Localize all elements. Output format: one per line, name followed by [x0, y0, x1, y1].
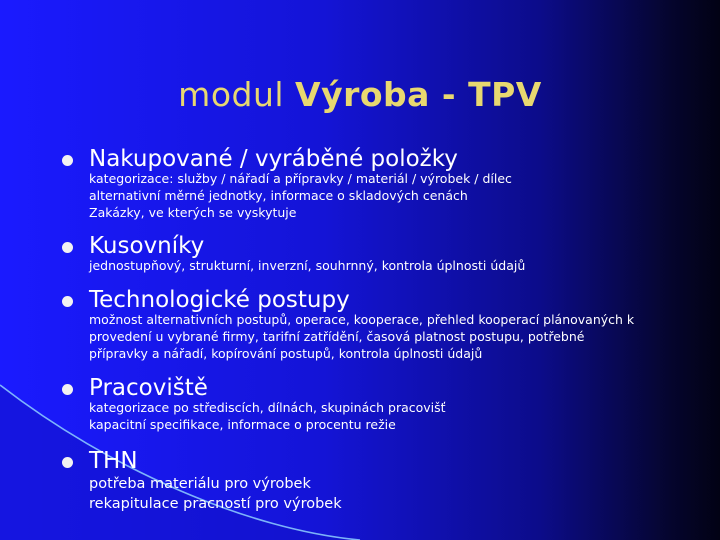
detail-line: možnost alternativních postupů, operace, kooperace, přehled kooperací plánovaných k — [89, 312, 635, 327]
detail-line: kategorizace: služby / nářadí a přípravky / materiál / výrobek / dílec — [89, 171, 512, 186]
bullet-details — [89, 311, 634, 362]
detail-line: kategorizace po střediscích, dílnách, skupinách pracovišť — [89, 400, 446, 415]
bullet-icon — [62, 296, 73, 307]
bullet-heading: Pracoviště — [89, 375, 208, 401]
bullet-heading: Nakupované / vyráběné položky — [89, 146, 458, 172]
bullet-details — [89, 257, 525, 274]
bullet-details — [89, 170, 512, 221]
detail-line: alternativní měrné jednotky, informace o skladových cenách — [89, 188, 468, 203]
bullet-heading: Technologické postupy — [89, 287, 350, 313]
slide-title-part1: modul — [178, 75, 296, 114]
bullet-icon — [62, 457, 73, 468]
bullet-icon — [62, 155, 73, 166]
detail-line: Zakázky, ve kterých se vyskytuje — [89, 205, 297, 220]
detail-line: jednostupňový, strukturní, inverzní, souhrnný, kontrola úplnosti údajů — [89, 258, 526, 273]
detail-line: přípravky a nářadí, kopírování postupů, kontrola úplnosti údajů — [89, 346, 483, 361]
detail-line: provedení u vybrané firmy, tarifní zatřídění, časová platnost postupu, potřebné — [89, 329, 585, 344]
bullet-details — [89, 474, 342, 514]
detail-line: potřeba materiálu pro výrobek — [89, 476, 311, 492]
bullet-heading: Kusovníky — [89, 233, 205, 259]
bullet-icon — [62, 384, 73, 395]
slide-title-part2: Výroba - TPV — [295, 75, 542, 114]
slide-title — [0, 72, 720, 118]
detail-line: rekapitulace pracností pro výrobek — [89, 496, 342, 512]
bullet-heading: THN — [89, 448, 138, 474]
bullet-details — [89, 399, 446, 433]
bullet-icon — [62, 242, 73, 253]
detail-line: kapacitní specifikace, informace o procentu režie — [89, 417, 396, 432]
